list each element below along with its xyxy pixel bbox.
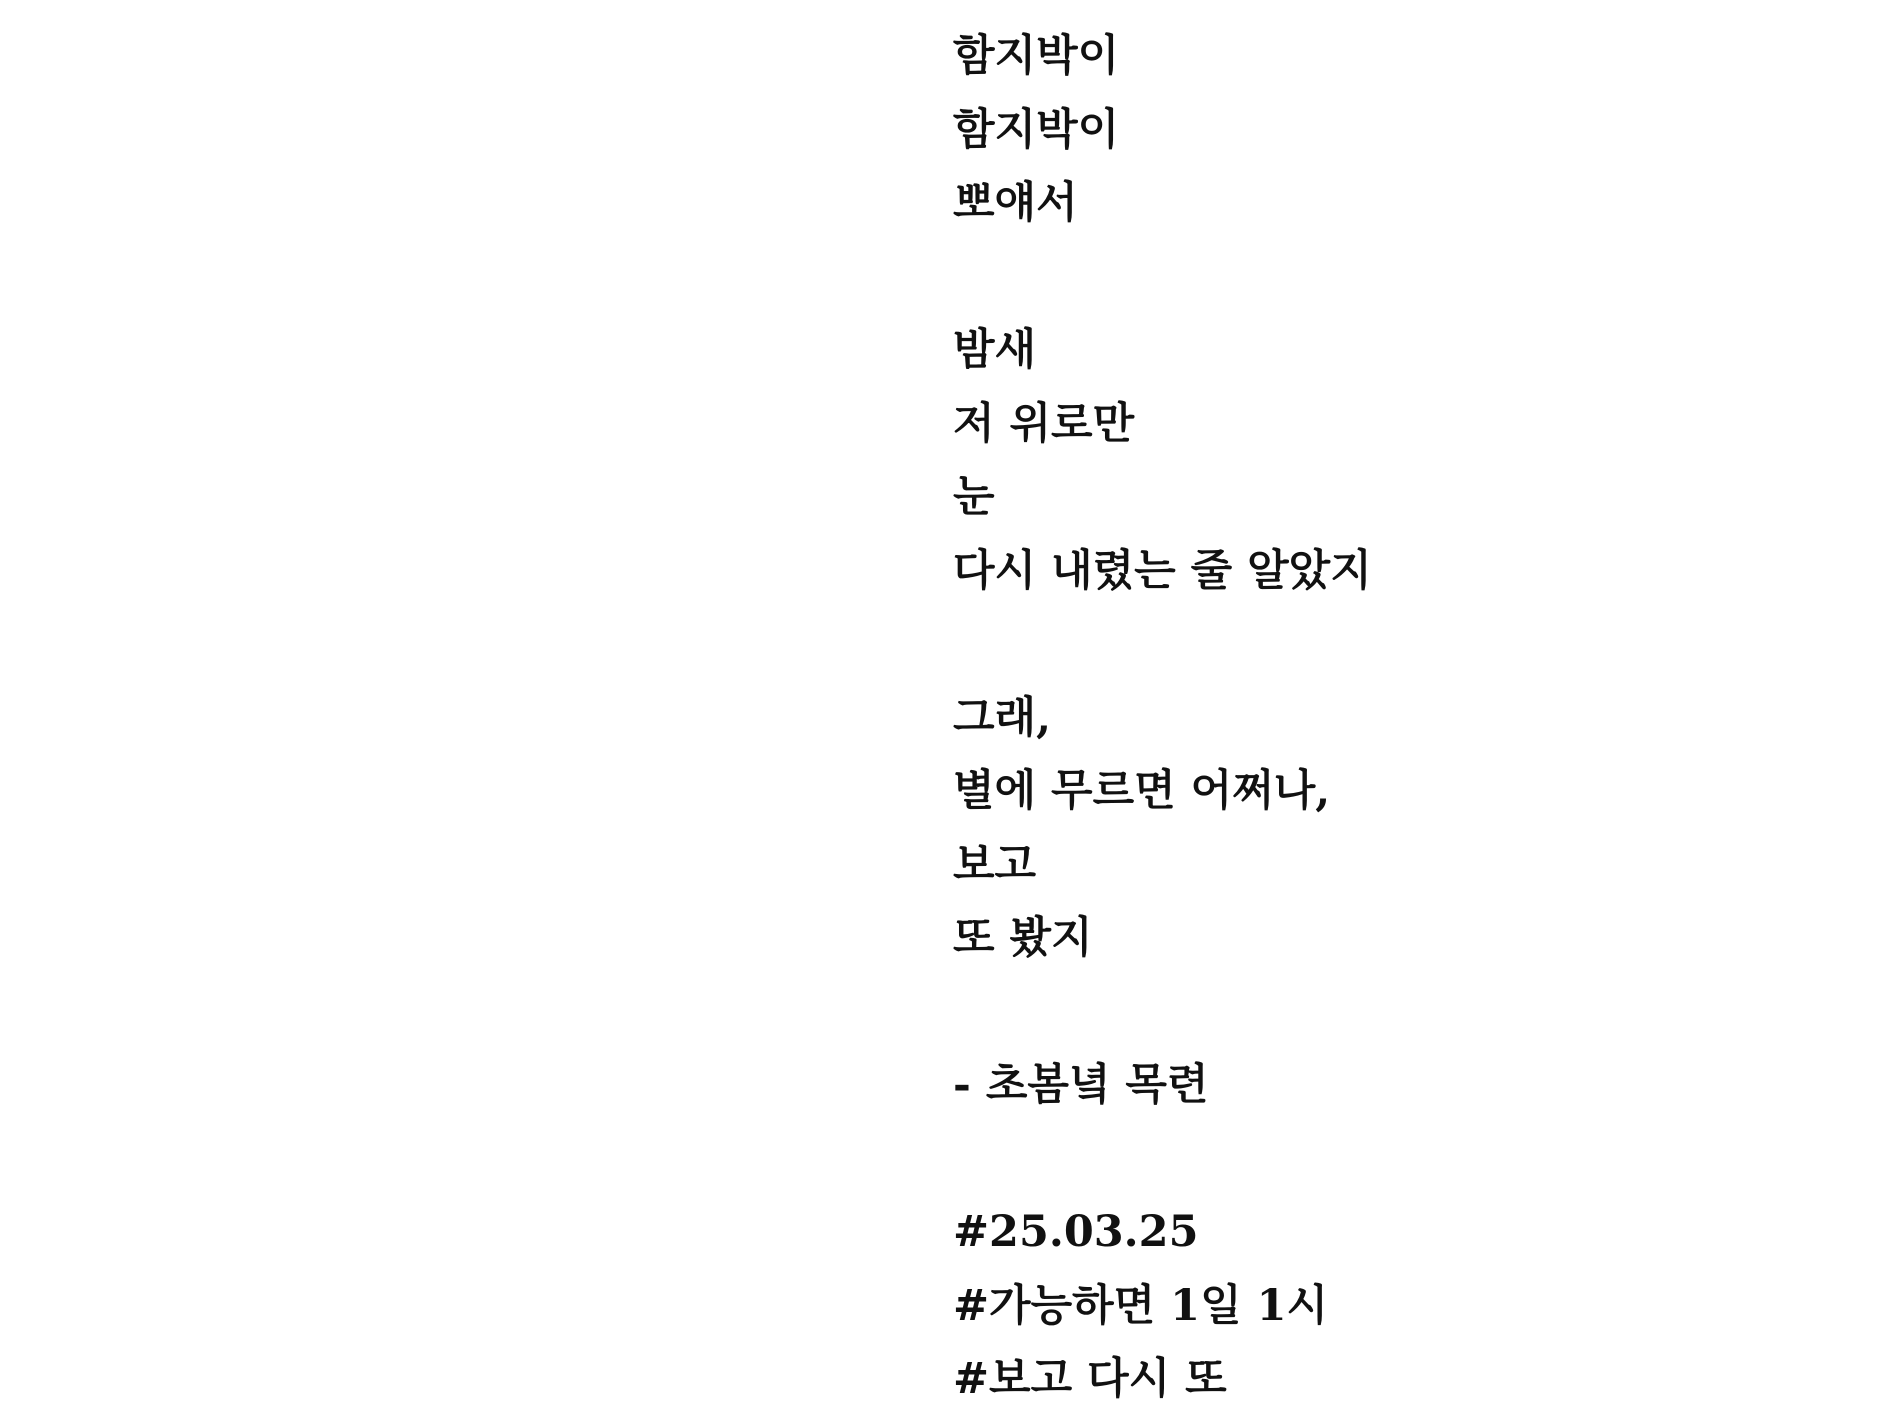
poem-line: 뽀얘서 (953, 178, 1078, 228)
stanza-break (953, 976, 1853, 1050)
poem-line: 또 봤지 (953, 913, 1093, 963)
poem-line: 저 위로만 (953, 398, 1135, 449)
hashtag[interactable]: #가능하면 1일 1시 (953, 1280, 1329, 1331)
stanza-break (953, 241, 1853, 315)
poem-line: 밤새 (953, 325, 1037, 375)
poem-line: 다시 내렸는 줄 알았지 (953, 545, 1372, 596)
poem-line: 그래, (953, 692, 1052, 743)
poem-line: 별에 무르면 어쩌나, (953, 766, 1331, 816)
poem-line: 함지박이 (953, 31, 1120, 81)
poem-line: 함지박이 (953, 104, 1120, 155)
stanza-break (953, 608, 1853, 682)
poem-line: 보고 (953, 839, 1037, 890)
poem-line: 눈 (953, 472, 995, 522)
poem-signature: - 초봄녘 목련 (953, 1060, 1209, 1110)
hashtag[interactable]: #보고 다시 또 (953, 1354, 1227, 1404)
hashtag[interactable]: #25.03.25 (953, 1207, 1199, 1257)
stanza-break (953, 1123, 1853, 1197)
poem-text (953, 20, 1853, 1417)
